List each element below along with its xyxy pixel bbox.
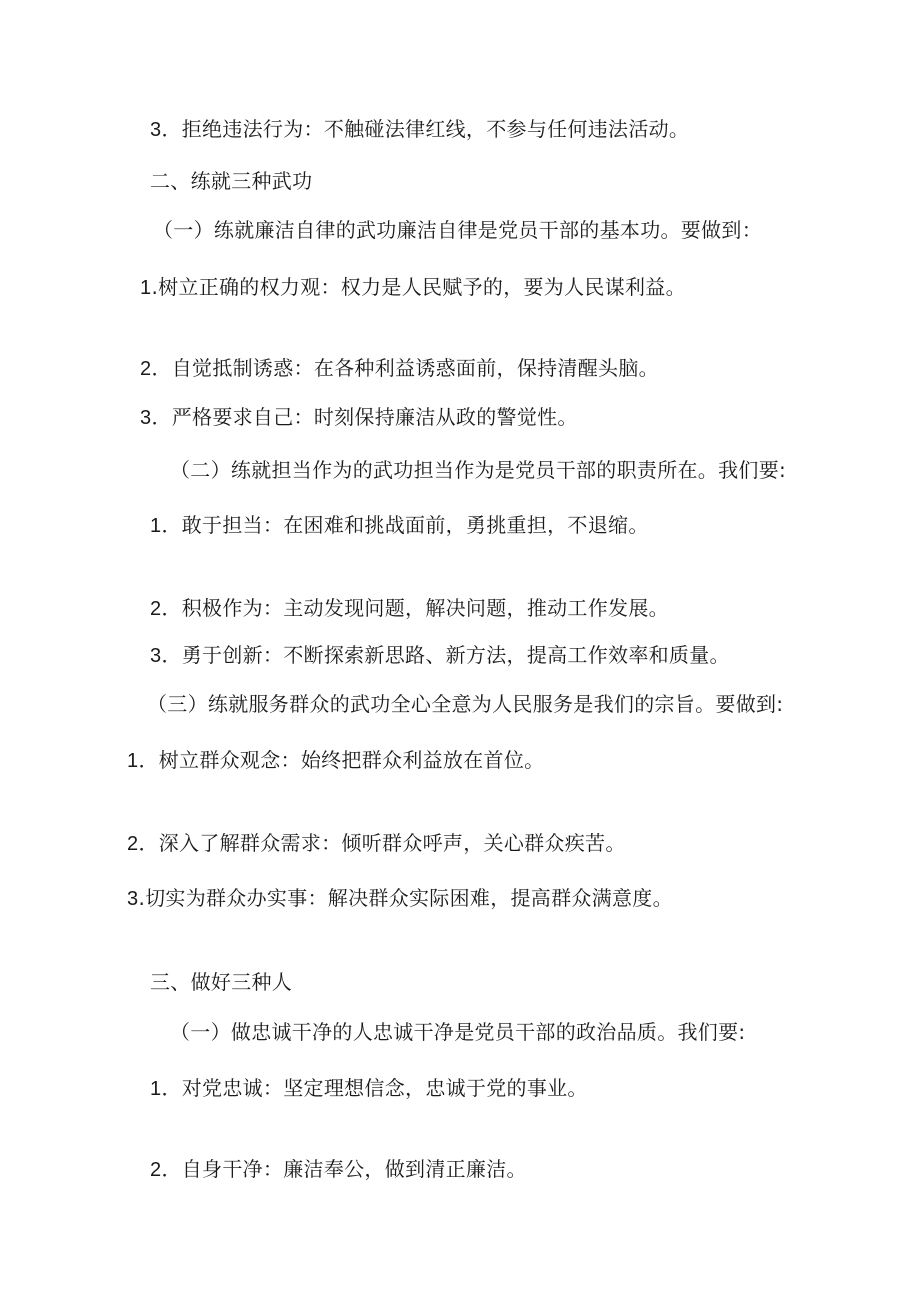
list-item: [150, 1155, 527, 1184]
item-text: ．自身干净：廉洁奉公，做到清正廉洁。: [161, 1157, 527, 1181]
section-heading: [150, 968, 292, 996]
subsection-heading: [170, 1018, 745, 1046]
item-number: 2: [150, 598, 162, 620]
item-number: 3: [150, 119, 162, 141]
heading-text: 三、做好三种人: [150, 970, 293, 994]
item-number: 1: [150, 1078, 162, 1100]
list-item: [150, 594, 669, 623]
heading-text: 二、练就三种武功: [150, 169, 313, 193]
subsection-heading: [147, 690, 783, 718]
list-item: [150, 641, 730, 670]
item-number: 3: [127, 888, 139, 910]
section-heading: [150, 167, 312, 195]
list-item: [127, 746, 544, 775]
item-text: ．自觉抵制诱惑：在各种利益诱惑面前，保持清醒头脑。: [151, 356, 659, 380]
item-number: 3: [150, 645, 162, 667]
subsection-heading: [170, 456, 786, 484]
item-text: ．深入了解群众需求：倾听群众呼声，关心群众疾苦。: [138, 831, 626, 855]
list-item: [140, 273, 686, 302]
item-number: 1: [140, 277, 152, 299]
item-text: ．积极作为：主动发现问题，解决问题，推动工作发展。: [161, 596, 669, 620]
item-number: 2: [150, 1159, 162, 1181]
item-text: .树立正确的权力观：权力是人民赋予的，要为人民谋利益。: [151, 275, 686, 299]
list-item: [150, 115, 689, 144]
list-item: [140, 403, 578, 432]
item-text: ．对党忠诚：坚定理想信念，忠诚于党的事业。: [161, 1076, 588, 1100]
subsection-heading: [153, 216, 762, 244]
item-number: 2: [140, 358, 152, 380]
list-item: [150, 511, 649, 540]
item-text: ．树立群众观念：始终把群众利益放在首位。: [138, 748, 545, 772]
item-number: 3: [140, 407, 152, 429]
list-item: [127, 829, 626, 858]
heading-text: （一）练就廉洁自律的武功廉洁自律是党员干部的基本功。要做到：: [153, 218, 762, 242]
list-item: [127, 884, 673, 913]
item-number: 1: [127, 750, 139, 772]
item-number: 2: [127, 833, 139, 855]
item-number: 1: [150, 515, 162, 537]
item-text: .切实为群众办实事：解决群众实际困难，提高群众满意度。: [138, 886, 673, 910]
item-text: ．严格要求自己：时刻保持廉洁从政的警觉性。: [151, 405, 578, 429]
heading-text: （三）练就服务群众的武功全心全意为人民服务是我们的宗旨。要做到:: [147, 692, 784, 716]
list-item: [150, 1074, 588, 1103]
list-item: [140, 354, 659, 383]
item-text: ．敢于担当：在困难和挑战面前，勇挑重担，不退缩。: [161, 513, 649, 537]
item-text: ．拒绝违法行为：不触碰法律红线，不参与任何违法活动。: [161, 117, 690, 141]
item-text: ．勇于创新：不断探索新思路、新方法，提高工作效率和质量。: [161, 643, 730, 667]
heading-text: （二）练就担当作为的武功担当作为是党员干部的职责所在。我们要:: [170, 458, 787, 482]
heading-text: （一）做忠诚干净的人忠诚干净是党员干部的政治品质。我们要:: [170, 1020, 746, 1044]
